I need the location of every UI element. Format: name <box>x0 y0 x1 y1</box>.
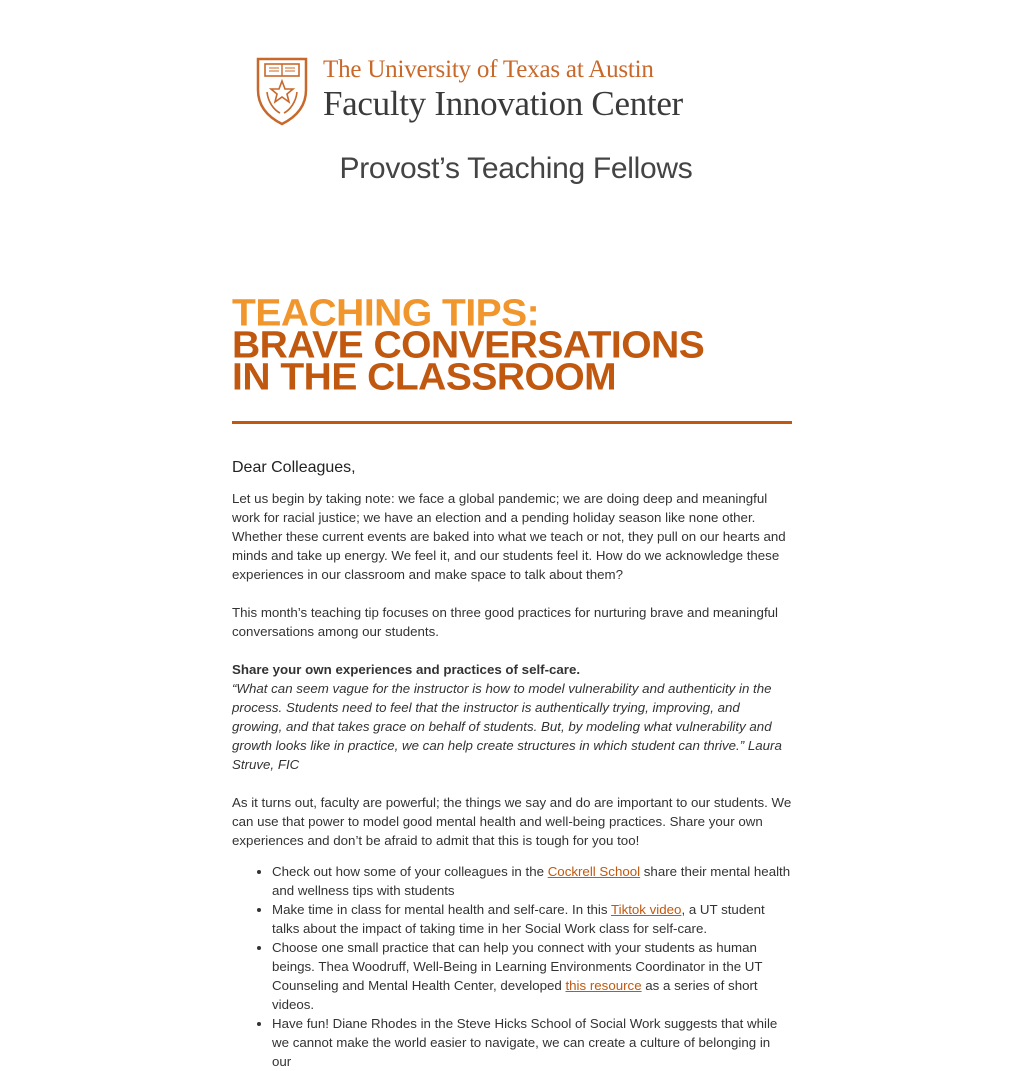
tip-text-before: Make time in class for mental health and self-care. In this <box>272 902 611 917</box>
list-item <box>272 900 792 938</box>
title-divider <box>232 421 792 424</box>
center-name: Faculty Innovation Center <box>323 84 683 123</box>
institution-name: The University of Texas at Austin <box>323 56 654 83</box>
ut-fic-logo <box>256 56 756 126</box>
tips-list <box>232 862 792 1071</box>
newsletter-title <box>232 292 802 399</box>
list-item <box>272 938 792 1014</box>
cockrell-school-link[interactable]: Cockrell School <box>547 864 641 879</box>
title-line-1: TEACHING TIPS: <box>232 292 540 335</box>
focus-paragraph: This month’s teaching tip focuses on three good practices for nurturing brave and meaningful conversations among our students. <box>232 605 778 639</box>
quote-laura-struve: “What can seem vague for the instructor is how to model vulnerability and authenticity in the process. Students need to feel that the instructor is authentically trying, improving, and growing, and that takes grace on behalf of students. But, by modeling what vulnerability and growth looks like in practice, we can help create structures in which student can thrive.” Laura Struve, FIC <box>232 681 782 772</box>
list-item <box>272 862 792 900</box>
title-line-3: IN THE CLASSROOM <box>232 356 617 399</box>
program-name: Provost’s Teaching Fellows <box>339 152 693 185</box>
intro-paragraph: Let us begin by taking note: we face a global pandemic; we are doing deep and meaningful work for racial justice; we have an election and a pending holiday season like none other. Whether these current events are baked into what we teach or not, they pull on our hearts and minds and take up energy. We feel it, and our students feel it. How do we acknowledge these experiences in our classroom and make space to talk about them? <box>232 491 786 582</box>
tip-text-after: share their mental health and wellness tips with students <box>272 864 791 898</box>
this-resource-link[interactable]: this resource <box>565 978 642 993</box>
title-line-2: BRAVE CONVERSATIONS <box>232 324 705 367</box>
list-item <box>272 1014 792 1071</box>
tip-text-before: Have fun! Diane Rhodes in the Steve Hicks School of Social Work suggests that while we cannot make the world easier to navigate, we can create a culture of belonging in our <box>272 1016 778 1069</box>
tip-text-before: Choose one small practice that can help you connect with your students as human beings. Thea Woodruff, Well-Being in Learning Environments Coordinator in the UT Counseling and Mental Health Center, developed <box>272 940 763 993</box>
tip-text-before: Check out how some of your colleagues in the <box>272 864 548 879</box>
ut-seal-icon <box>256 56 308 126</box>
section-heading-self-care: Share your own experiences and practices of self-care. <box>232 662 581 677</box>
greeting: Dear Colleagues, <box>232 459 356 476</box>
tip-text-after: as a series of short videos. <box>272 978 758 1012</box>
tip-text-after: , a UT student talks about the impact of taking time in her Social Work class for self-care. <box>272 902 765 936</box>
self-care-paragraph: As it turns out, faculty are powerful; the things we say and do are important to our students. We can use that power to model good mental health and well-being practices. Share your own experiences and don’t be afraid to admit that this is tough for you too! <box>232 795 792 848</box>
tiktok-video-link[interactable]: Tiktok video <box>610 902 682 917</box>
email-body <box>232 457 792 1071</box>
